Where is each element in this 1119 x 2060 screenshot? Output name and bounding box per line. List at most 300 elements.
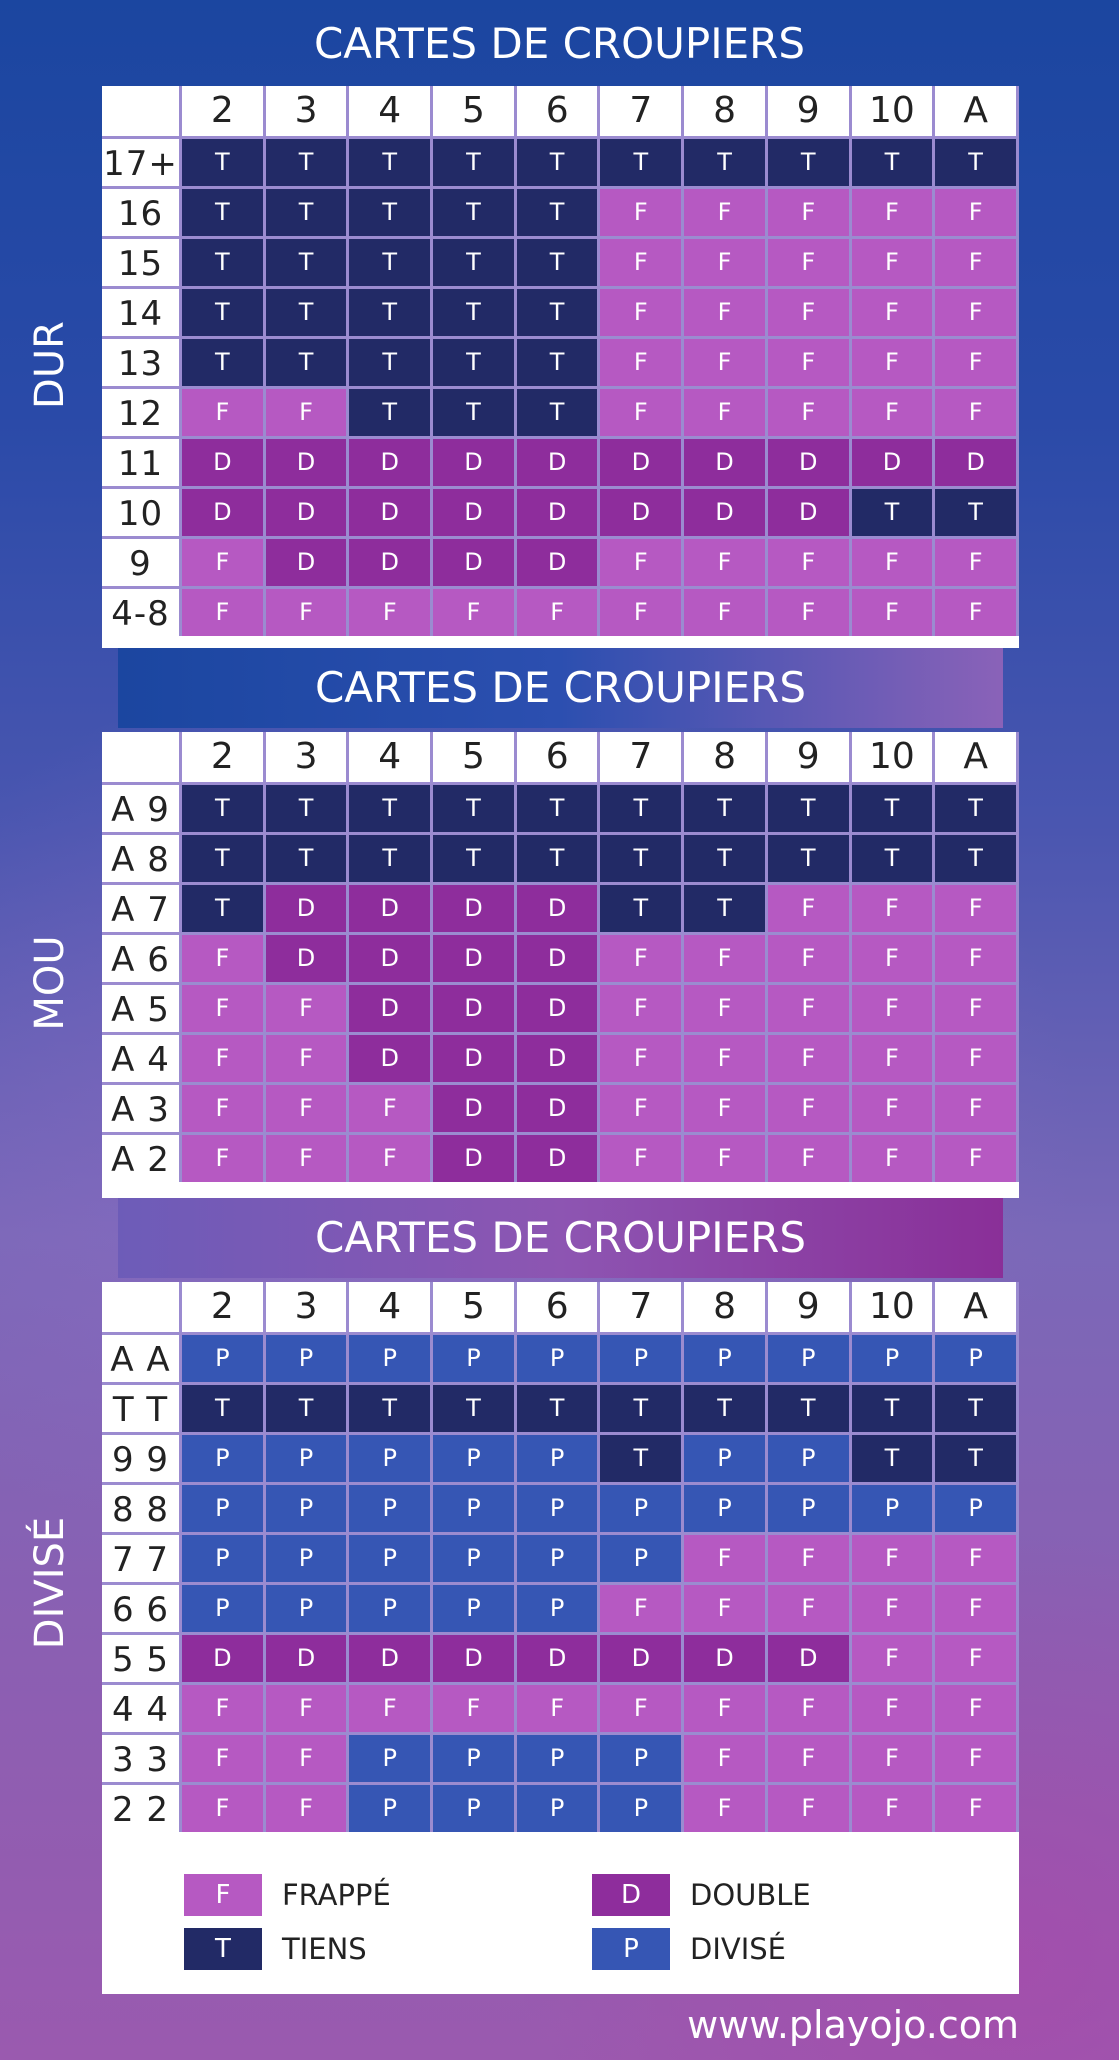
player-hand-label: A 6: [102, 932, 182, 982]
player-hand-label: A A: [102, 1332, 182, 1382]
legend-label: DOUBLE: [690, 1878, 811, 1912]
strategy-cell: P: [517, 1782, 601, 1832]
strategy-cell: T: [935, 136, 1019, 186]
strategy-cell: T: [768, 136, 852, 186]
strategy-cell: F: [852, 336, 936, 386]
strategy-cell: P: [433, 1732, 517, 1782]
strategy-cell: D: [433, 982, 517, 1032]
player-hand-label: 10: [102, 486, 182, 536]
strategy-cell: F: [266, 982, 350, 1032]
strategy-cell: P: [349, 1732, 433, 1782]
strategy-cell: F: [266, 1732, 350, 1782]
strategy-cell: D: [266, 1632, 350, 1682]
strategy-cell: D: [349, 486, 433, 536]
strategy-cell: D: [433, 932, 517, 982]
dealer-card-header: 4: [349, 1282, 433, 1332]
strategy-cell: F: [935, 236, 1019, 286]
strategy-cell: F: [684, 1732, 768, 1782]
strategy-cell: F: [600, 286, 684, 336]
strategy-cell: F: [768, 1032, 852, 1082]
strategy-cell: T: [517, 336, 601, 386]
section-label-soft: MOU: [27, 935, 73, 1031]
dealer-card-header: 3: [266, 1282, 350, 1332]
strategy-cell: T: [852, 136, 936, 186]
strategy-cell: T: [182, 882, 266, 932]
header-corner: [102, 732, 182, 782]
player-hand-label: 5 5: [102, 1632, 182, 1682]
strategy-cell: T: [935, 1382, 1019, 1432]
strategy-cell: F: [852, 1682, 936, 1732]
strategy-cell: T: [852, 782, 936, 832]
strategy-cell: T: [433, 186, 517, 236]
strategy-cell: F: [935, 1532, 1019, 1582]
player-hand-label: 9 9: [102, 1432, 182, 1482]
hard-hands-table: [102, 86, 1019, 648]
strategy-cell: F: [684, 1782, 768, 1832]
player-hand-label: 17+: [102, 136, 182, 186]
strategy-cell: T: [517, 1382, 601, 1432]
strategy-cell: T: [517, 782, 601, 832]
player-hand-label: 2 2: [102, 1782, 182, 1832]
strategy-cell: F: [684, 536, 768, 586]
strategy-cell: F: [684, 386, 768, 436]
strategy-cell: F: [768, 236, 852, 286]
player-hand-label: A 2: [102, 1132, 182, 1182]
strategy-cell: T: [349, 782, 433, 832]
strategy-cell: T: [768, 1382, 852, 1432]
strategy-cell: P: [768, 1332, 852, 1382]
strategy-cell: P: [852, 1332, 936, 1382]
strategy-cell: F: [768, 1082, 852, 1132]
strategy-cell: F: [852, 1582, 936, 1632]
strategy-cell: F: [600, 1582, 684, 1632]
dealer-card-header: 9: [768, 732, 852, 782]
strategy-cell: F: [935, 1782, 1019, 1832]
strategy-cell: P: [600, 1732, 684, 1782]
strategy-cell: P: [517, 1482, 601, 1532]
legend-swatch: F: [184, 1874, 262, 1916]
strategy-cell: T: [266, 832, 350, 882]
strategy-cell: D: [517, 1632, 601, 1682]
player-hand-label: 3 3: [102, 1732, 182, 1782]
strategy-cell: F: [852, 1532, 936, 1582]
player-hand-label: 8 8: [102, 1482, 182, 1532]
strategy-cell: P: [935, 1482, 1019, 1532]
strategy-cell: D: [349, 536, 433, 586]
strategy-cell: D: [600, 486, 684, 536]
strategy-cell: T: [266, 1382, 350, 1432]
strategy-cell: T: [600, 1382, 684, 1432]
strategy-cell: F: [684, 1582, 768, 1632]
strategy-cell: F: [266, 1682, 350, 1732]
strategy-cell: F: [684, 286, 768, 336]
strategy-cell: T: [266, 136, 350, 186]
strategy-cell: T: [266, 286, 350, 336]
strategy-cell: F: [684, 1032, 768, 1082]
strategy-cell: T: [266, 236, 350, 286]
strategy-cell: F: [768, 1132, 852, 1182]
strategy-cell: F: [935, 386, 1019, 436]
dealer-card-header: 10: [852, 1282, 936, 1332]
strategy-cell: D: [433, 486, 517, 536]
dealer-card-header: 2: [182, 732, 266, 782]
strategy-cell: F: [182, 1682, 266, 1732]
strategy-cell: F: [266, 386, 350, 436]
player-hand-label: T T: [102, 1382, 182, 1432]
strategy-cell: D: [684, 486, 768, 536]
strategy-cell: D: [433, 1082, 517, 1132]
player-hand-label: 7 7: [102, 1532, 182, 1582]
strategy-cell: P: [684, 1482, 768, 1532]
strategy-cell: T: [600, 782, 684, 832]
strategy-cell: T: [433, 236, 517, 286]
strategy-cell: F: [182, 586, 266, 636]
strategy-cell: F: [935, 982, 1019, 1032]
legend-item-stand: [184, 1928, 367, 1970]
strategy-cell: T: [600, 136, 684, 186]
strategy-cell: P: [182, 1532, 266, 1582]
strategy-cell: P: [182, 1482, 266, 1532]
strategy-cell: T: [433, 832, 517, 882]
strategy-cell: P: [600, 1782, 684, 1832]
strategy-cell: D: [517, 1082, 601, 1132]
strategy-cell: F: [182, 1782, 266, 1832]
legend-swatch: P: [592, 1928, 670, 1970]
player-hand-label: 14: [102, 286, 182, 336]
section-label-split: DIVISÉ: [27, 1516, 73, 1650]
strategy-cell: F: [600, 386, 684, 436]
strategy-cell: F: [935, 882, 1019, 932]
strategy-cell: D: [433, 436, 517, 486]
strategy-cell: P: [517, 1332, 601, 1382]
strategy-cell: F: [433, 586, 517, 636]
player-hand-label: 4-8: [102, 586, 182, 636]
strategy-cell: D: [517, 982, 601, 1032]
dealer-card-header: 6: [517, 86, 601, 136]
strategy-cell: D: [266, 882, 350, 932]
dealer-card-header: 8: [684, 732, 768, 782]
player-hand-label: A 9: [102, 782, 182, 832]
dealer-card-header: 5: [433, 86, 517, 136]
strategy-cell: D: [768, 436, 852, 486]
strategy-cell: T: [600, 1432, 684, 1482]
strategy-cell: F: [182, 1132, 266, 1182]
legend-item-double: [592, 1874, 811, 1916]
dealer-card-header: 10: [852, 86, 936, 136]
strategy-cell: D: [433, 536, 517, 586]
strategy-cell: F: [684, 236, 768, 286]
legend-item-split: [592, 1928, 786, 1970]
strategy-cell: D: [517, 1132, 601, 1182]
strategy-cell: P: [935, 1332, 1019, 1382]
strategy-cell: F: [600, 1082, 684, 1132]
strategy-cell: F: [852, 1632, 936, 1682]
strategy-cell: P: [517, 1732, 601, 1782]
section-label-hard: DUR: [27, 321, 73, 409]
strategy-cell: F: [935, 1632, 1019, 1682]
strategy-cell: D: [266, 436, 350, 486]
strategy-cell: F: [182, 1032, 266, 1082]
strategy-cell: T: [600, 882, 684, 932]
strategy-cell: F: [935, 336, 1019, 386]
strategy-cell: F: [768, 186, 852, 236]
strategy-cell: F: [768, 536, 852, 586]
strategy-cell: T: [349, 1382, 433, 1432]
strategy-cell: T: [182, 1382, 266, 1432]
player-hand-label: 15: [102, 236, 182, 286]
strategy-cell: T: [852, 1382, 936, 1432]
strategy-cell: F: [852, 586, 936, 636]
strategy-cell: F: [852, 1132, 936, 1182]
footer-url[interactable]: www.playojo.com: [687, 2003, 1019, 2047]
strategy-cell: F: [768, 1782, 852, 1832]
strategy-cell: T: [684, 136, 768, 186]
strategy-cell: T: [935, 782, 1019, 832]
strategy-cell: P: [349, 1482, 433, 1532]
strategy-cell: F: [768, 386, 852, 436]
strategy-cell: F: [433, 1682, 517, 1732]
dealer-card-header: 6: [517, 732, 601, 782]
strategy-cell: P: [182, 1432, 266, 1482]
strategy-cell: T: [852, 486, 936, 536]
strategy-cell: P: [768, 1432, 852, 1482]
strategy-cell: F: [349, 1082, 433, 1132]
strategy-cell: F: [852, 286, 936, 336]
dealer-card-header: A: [935, 86, 1019, 136]
strategy-cell: T: [182, 286, 266, 336]
strategy-cell: P: [433, 1532, 517, 1582]
strategy-cell: P: [266, 1532, 350, 1582]
strategy-cell: F: [852, 536, 936, 586]
strategy-cell: T: [349, 336, 433, 386]
strategy-cell: P: [768, 1482, 852, 1532]
strategy-cell: T: [182, 782, 266, 832]
strategy-cell: P: [433, 1432, 517, 1482]
strategy-cell: P: [684, 1332, 768, 1382]
strategy-cell: F: [684, 982, 768, 1032]
strategy-cell: F: [935, 1032, 1019, 1082]
strategy-cell: T: [349, 386, 433, 436]
strategy-cell: T: [517, 236, 601, 286]
strategy-cell: P: [349, 1432, 433, 1482]
strategy-cell: P: [517, 1582, 601, 1632]
strategy-cell: T: [935, 1432, 1019, 1482]
dealer-card-header: 5: [433, 732, 517, 782]
strategy-cell: D: [600, 436, 684, 486]
strategy-cell: F: [852, 236, 936, 286]
strategy-cell: F: [935, 186, 1019, 236]
strategy-cell: F: [600, 586, 684, 636]
strategy-cell: T: [433, 336, 517, 386]
strategy-cell: F: [852, 932, 936, 982]
legend-item-hit: [184, 1874, 391, 1916]
dealer-card-header: 7: [600, 86, 684, 136]
strategy-cell: F: [768, 336, 852, 386]
strategy-cell: T: [517, 136, 601, 186]
strategy-cell: P: [517, 1432, 601, 1482]
strategy-cell: T: [768, 782, 852, 832]
strategy-cell: F: [852, 1032, 936, 1082]
player-hand-label: A 8: [102, 832, 182, 882]
strategy-cell: F: [935, 1082, 1019, 1132]
strategy-cell: D: [266, 486, 350, 536]
strategy-cell: F: [684, 336, 768, 386]
legend-swatch: D: [592, 1874, 670, 1916]
legend-label: FRAPPÉ: [282, 1878, 391, 1912]
strategy-cell: F: [182, 932, 266, 982]
strategy-cell: D: [433, 882, 517, 932]
dealer-card-header: 9: [768, 86, 852, 136]
hard-hands-grid: [102, 86, 1019, 636]
legend-label: TIENS: [282, 1932, 367, 1966]
strategy-cell: T: [266, 336, 350, 386]
strategy-cell: F: [684, 1532, 768, 1582]
legend: [102, 1854, 1019, 1994]
strategy-cell: D: [517, 536, 601, 586]
header-corner: [102, 1282, 182, 1332]
strategy-cell: F: [600, 236, 684, 286]
strategy-cell: T: [182, 186, 266, 236]
strategy-cell: T: [684, 782, 768, 832]
strategy-cell: F: [600, 186, 684, 236]
strategy-cell: D: [517, 882, 601, 932]
strategy-cell: T: [182, 832, 266, 882]
section-title-soft: CARTES DE CROUPIERS: [118, 648, 1003, 728]
strategy-cell: T: [852, 1432, 936, 1482]
dealer-card-header: 8: [684, 1282, 768, 1332]
strategy-cell: T: [433, 1382, 517, 1432]
player-hand-label: 13: [102, 336, 182, 386]
strategy-cell: F: [349, 1132, 433, 1182]
strategy-cell: F: [768, 1582, 852, 1632]
strategy-cell: F: [517, 1682, 601, 1732]
strategy-cell: D: [433, 1132, 517, 1182]
strategy-cell: D: [349, 882, 433, 932]
strategy-cell: F: [768, 1732, 852, 1782]
strategy-cell: F: [935, 286, 1019, 336]
strategy-cell: P: [517, 1532, 601, 1582]
strategy-cell: F: [266, 1782, 350, 1832]
strategy-cell: F: [349, 1682, 433, 1732]
strategy-cell: F: [600, 1132, 684, 1182]
strategy-cell: D: [433, 1632, 517, 1682]
strategy-cell: F: [684, 1082, 768, 1132]
strategy-cell: F: [182, 982, 266, 1032]
strategy-cell: T: [935, 486, 1019, 536]
strategy-cell: P: [433, 1582, 517, 1632]
strategy-cell: T: [684, 832, 768, 882]
strategy-cell: F: [684, 1682, 768, 1732]
strategy-cell: D: [349, 1632, 433, 1682]
strategy-cell: T: [433, 386, 517, 436]
strategy-cell: F: [684, 586, 768, 636]
dealer-card-header: 3: [266, 86, 350, 136]
legend-label: DIVISÉ: [690, 1932, 787, 1966]
strategy-cell: T: [684, 882, 768, 932]
strategy-cell: D: [517, 486, 601, 536]
strategy-cell: T: [349, 286, 433, 336]
strategy-cell: P: [684, 1432, 768, 1482]
strategy-cell: T: [768, 832, 852, 882]
player-hand-label: 16: [102, 186, 182, 236]
strategy-cell: T: [433, 782, 517, 832]
strategy-cell: F: [684, 932, 768, 982]
strategy-cell: P: [600, 1532, 684, 1582]
strategy-cell: D: [266, 536, 350, 586]
strategy-cell: T: [517, 386, 601, 436]
strategy-cell: P: [433, 1332, 517, 1382]
dealer-card-header: 7: [600, 1282, 684, 1332]
strategy-cell: F: [768, 586, 852, 636]
strategy-cell: F: [266, 1132, 350, 1182]
strategy-cell: F: [935, 586, 1019, 636]
strategy-cell: T: [349, 832, 433, 882]
strategy-cell: F: [600, 1032, 684, 1082]
player-hand-label: 6 6: [102, 1582, 182, 1632]
strategy-cell: F: [684, 1132, 768, 1182]
strategy-cell: F: [935, 536, 1019, 586]
strategy-cell: T: [684, 1382, 768, 1432]
strategy-cell: F: [852, 186, 936, 236]
strategy-cell: D: [768, 486, 852, 536]
strategy-cell: D: [349, 932, 433, 982]
strategy-cell: D: [182, 1632, 266, 1682]
strategy-cell: P: [433, 1782, 517, 1832]
strategy-cell: T: [517, 186, 601, 236]
dealer-card-header: 10: [852, 732, 936, 782]
strategy-cell: D: [433, 1032, 517, 1082]
strategy-cell: F: [768, 932, 852, 982]
strategy-cell: P: [266, 1482, 350, 1532]
strategy-cell: T: [935, 832, 1019, 882]
strategy-cell: F: [266, 1032, 350, 1082]
strategy-cell: F: [768, 882, 852, 932]
dealer-card-header: 2: [182, 1282, 266, 1332]
strategy-cell: T: [182, 336, 266, 386]
strategy-cell: T: [182, 136, 266, 186]
strategy-cell: D: [768, 1632, 852, 1682]
strategy-cell: D: [349, 982, 433, 1032]
strategy-cell: D: [266, 932, 350, 982]
strategy-cell: F: [852, 882, 936, 932]
strategy-cell: F: [182, 536, 266, 586]
strategy-cell: P: [852, 1482, 936, 1532]
strategy-cell: P: [349, 1332, 433, 1382]
strategy-cell: D: [935, 436, 1019, 486]
dealer-card-header: 8: [684, 86, 768, 136]
strategy-cell: F: [852, 1782, 936, 1832]
strategy-cell: D: [852, 436, 936, 486]
strategy-cell: P: [349, 1532, 433, 1582]
strategy-cell: F: [684, 186, 768, 236]
strategy-cell: T: [852, 832, 936, 882]
dealer-card-header: 3: [266, 732, 350, 782]
dealer-card-header: 2: [182, 86, 266, 136]
strategy-cell: D: [517, 932, 601, 982]
strategy-cell: T: [433, 136, 517, 186]
player-hand-label: A 5: [102, 982, 182, 1032]
strategy-cell: F: [935, 1582, 1019, 1632]
strategy-cell: P: [182, 1582, 266, 1632]
strategy-cell: T: [349, 136, 433, 186]
header-corner: [102, 86, 182, 136]
strategy-cell: F: [600, 536, 684, 586]
legend-swatch: T: [184, 1928, 262, 1970]
strategy-cell: F: [935, 1732, 1019, 1782]
strategy-cell: T: [182, 236, 266, 286]
dealer-card-header: 9: [768, 1282, 852, 1332]
soft-hands-table: [102, 732, 1019, 1198]
